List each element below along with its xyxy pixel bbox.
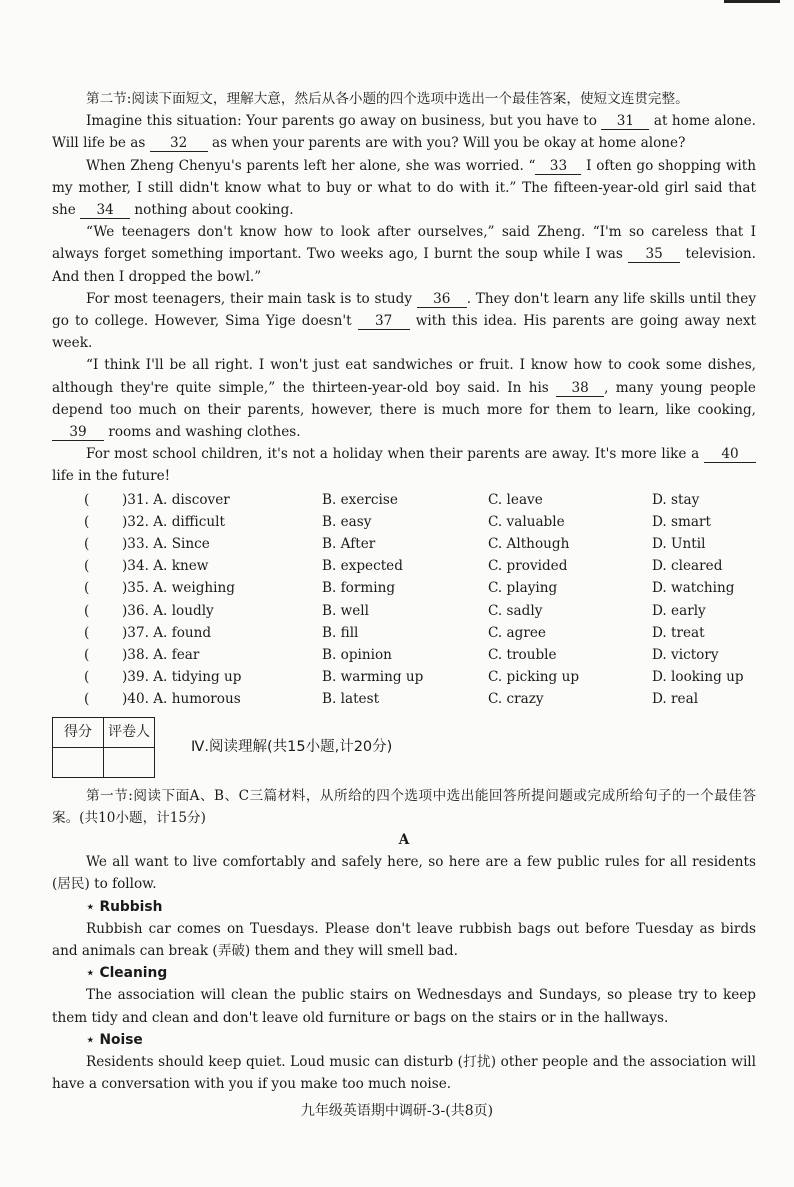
cloze-paragraph-2: When Zheng Chenyu's parents left her alone, she was worried. “ 33 I often go shopping with my mother, I still didn't know what to buy or what to do with it.” The fifteen-year-old girl said that she 34 nothing about cooking. bbox=[52, 157, 756, 219]
rule-heading-rubbish: ⋆ Rubbish bbox=[86, 898, 163, 915]
corner-mark bbox=[724, 0, 780, 3]
cloze-paragraph-4: For most teenagers, their main task is to study 36 . They don't learn any life skills until they go to college. However, Sima Yige doesn't 37 with this idea. His parents are going away next week. bbox=[52, 290, 757, 352]
blank-34[interactable]: 34 bbox=[80, 202, 130, 219]
option-row-34: ( )34. A. knew B. expected C. provided D. cleared bbox=[84, 558, 723, 575]
section-4-title: Ⅳ.阅读理解(共15小题,计20分) bbox=[191, 739, 393, 756]
option-row-38: ( )38. A. fear B. opinion C. trouble D. victory bbox=[84, 646, 719, 663]
grader-label: 评卷人 bbox=[104, 718, 155, 748]
cloze-paragraph-3: “We teenagers don't know how to look after ourselves,” said Zheng. “I'm so careless that I always forget something important. Two weeks ago, I burnt the soup while I was 35 television. And then I dropped the bowl.” bbox=[52, 224, 756, 285]
rule-text-noise: Residents should keep quiet. Loud music can disturb (打扰) other people and the association will have a conversation with you if you make too much noise. bbox=[52, 1053, 756, 1093]
rule-text-rubbish: Rubbish car comes on Tuesdays. Please don't leave rubbish bags out before Tuesday as birds and animals can break (弄破) them and they will smell bad. bbox=[52, 920, 756, 959]
option-row-31: ( )31. A. discover B. exercise C. leave D. stay bbox=[84, 491, 700, 508]
page-footer: 九年级英语期中调研-3-(共8页) bbox=[300, 1103, 494, 1119]
section-4-header bbox=[52, 715, 756, 781]
cloze-paragraph-5: “I think I'll be all right. I won't just eat sandwiches or fruit. I know how to cook some dishes, although they're quite simple,” the thirteen-year-old boy said. In his 38 , many young people depend too much on their parents, however, there is much more for them to learn, like cooking, 39 rooms and washing clothes. bbox=[52, 357, 756, 441]
blank-35[interactable]: 35 bbox=[628, 246, 680, 263]
rule-heading-noise: ⋆ Noise bbox=[86, 1031, 143, 1048]
options-list bbox=[52, 489, 756, 711]
blank-36[interactable]: 36 bbox=[417, 291, 467, 308]
blank-40[interactable]: 40 bbox=[704, 446, 756, 463]
exam-page bbox=[52, 88, 756, 1095]
option-row-36: ( )36. A. loudly B. well C. sadly D. early bbox=[84, 602, 706, 619]
blank-37[interactable]: 37 bbox=[358, 313, 410, 330]
option-row-33: ( )33. A. Since B. After C. Although D. Until bbox=[84, 536, 706, 553]
cloze-paragraph-6: For most school children, it's not a holiday when their parents are away. It's more like a 40 life in the future! bbox=[52, 443, 756, 487]
option-row-39: ( )39. A. tidying up B. warming up C. picking up D. looking up bbox=[84, 669, 744, 686]
passage-a-intro: We all want to live comfortably and safely here, so here are a few public rules for all residents (居民) to follow. bbox=[52, 854, 756, 893]
option-row-32: ( )32. A. difficult B. easy C. valuable D. smart bbox=[84, 513, 711, 530]
option-row-37: ( )37. A. found B. fill C. agree D. treat bbox=[84, 624, 705, 641]
score-table bbox=[52, 717, 155, 778]
blank-33[interactable]: 33 bbox=[535, 158, 581, 175]
blank-32[interactable]: 32 bbox=[150, 135, 208, 152]
passage-a-label: A bbox=[398, 831, 410, 848]
score-cell[interactable] bbox=[53, 748, 104, 778]
section-4-instruction: 第一节:阅读下面A、B、C三篇材料，从所给的四个选项中选出能回答所提问题或完成所给句子的一个最佳答案。(共10小题，计15分) bbox=[52, 787, 756, 826]
option-row-40: ( )40. A. humorous B. latest C. crazy D. real bbox=[84, 691, 699, 708]
rule-text-cleaning: The association will clean the public stairs on Wednesdays and Sundays, so please try to keep them tidy and clean and don't leave old furniture or bags on the stairs or in the hallways. bbox=[52, 987, 756, 1026]
score-label: 得分 bbox=[53, 718, 104, 748]
blank-38[interactable]: 38 bbox=[556, 380, 604, 397]
grader-cell[interactable] bbox=[104, 748, 155, 778]
blank-39[interactable]: 39 bbox=[52, 424, 104, 441]
option-row-35: ( )35. A. weighing B. forming C. playing D. watching bbox=[84, 580, 735, 597]
blank-31[interactable]: 31 bbox=[601, 113, 649, 130]
part2-instruction: 第二节:阅读下面短文，理解大意，然后从各小题的四个选项中选出一个最佳答案，使短文连贯完整。 bbox=[86, 91, 689, 107]
cloze-paragraph-1: Imagine this situation: Your parents go away on business, but you have to 31 at home alone. Will life be as 32 as when your parents are with you? Will you be okay at home alone? bbox=[52, 113, 756, 152]
rule-heading-cleaning: ⋆ Cleaning bbox=[86, 965, 168, 982]
